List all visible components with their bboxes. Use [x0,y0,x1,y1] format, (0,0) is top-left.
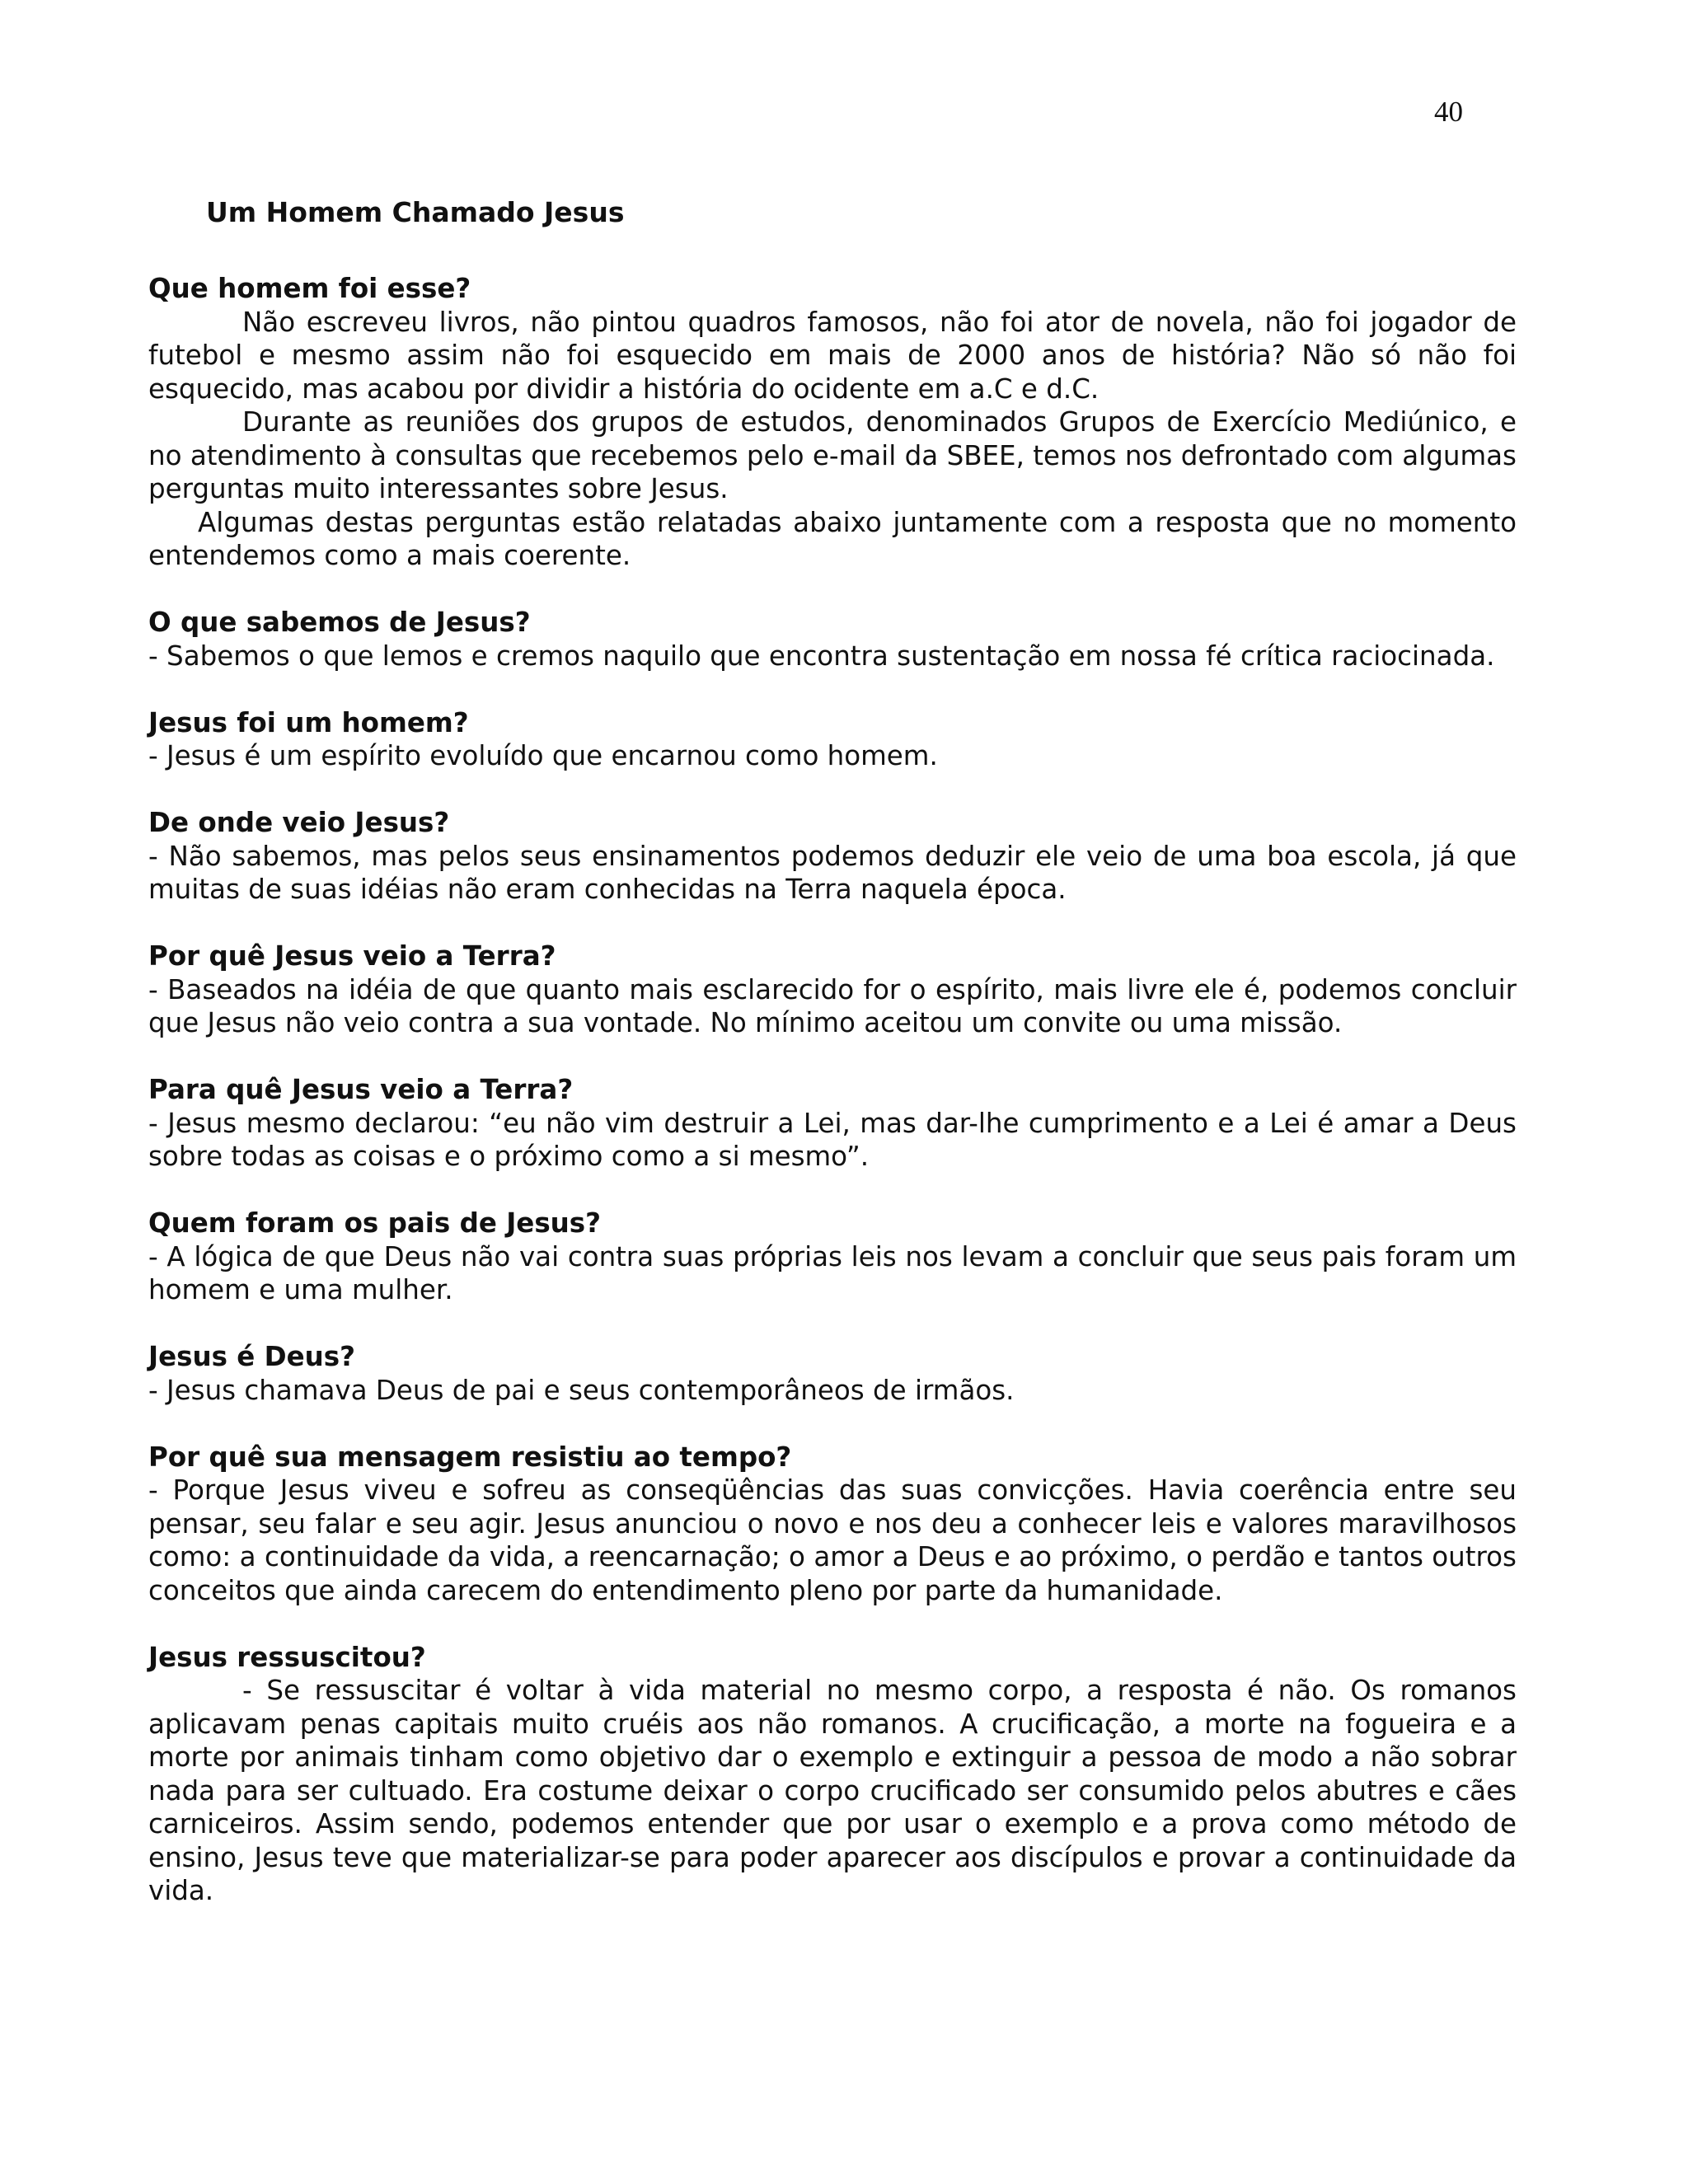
page-number: 40 [1434,96,1463,128]
qa-section [148,1441,1517,1608]
answer-paragraph: - Não sabemos, mas pelos seus ensinamentos podemos deduzir ele veio de uma boa escola, já que muitas de suas idéias não eram conhecidas na Terra naquela época. [148,840,1517,905]
question-heading: Jesus foi um homem? [148,706,469,738]
qa-section [148,1641,1517,1908]
question-heading: De onde veio Jesus? [148,807,450,838]
question-heading: Jesus ressuscitou? [148,1641,426,1673]
document-body [148,272,1517,1941]
question-heading: O que sabemos de Jesus? [148,607,531,638]
question-heading: Jesus é Deus? [148,1341,355,1372]
answer-paragraph: - Sabemos o que lemos e cremos naquilo que encontra sustentação em nossa fé crítica raciocinada. [148,640,1495,672]
answer-paragraph: Algumas destas perguntas estão relatadas abaixo juntamente com a resposta que no momento entendemos como a mais coerente. [148,506,1517,571]
answer-paragraph: Durante as reuniões dos grupos de estudos, denominados Grupos de Exercício Mediúnico, e no atendimento à consultas que recebemos pelo e-mail da SBEE, temos nos defrontado com algumas perguntas muito interessantes sobre Jesus. [148,406,1517,504]
question-heading: Por quê sua mensagem resistiu ao tempo? [148,1441,792,1473]
answer-paragraph: - Baseados na idéia de que quanto mais esclarecido for o espírito, mais livre ele é, podemos concluir que Jesus não veio contra a sua vontade. No mínimo aceitou um convite ou uma missão. [148,973,1517,1038]
answer-paragraph: - A lógica de que Deus não vai contra suas próprias leis nos levam a concluir que seus pais foram um homem e uma mulher. [148,1240,1517,1305]
qa-section [148,806,1517,907]
qa-section [148,606,1517,673]
answer-paragraph: - Se ressuscitar é voltar à vida material no mesmo corpo, a resposta é não. Os romanos aplicavam penas capitais muito cruéis aos não romanos. A crucificação, a morte na fogueira e a morte por animais tinham como objetivo dar o exemplo e extinguir a pessoa de modo a não sobrar nada para ser cultuado. Era costume deixar o corpo crucificado ser consumido pelos abutres e cães carniceiros. Assim sendo, podemos entender que por usar o exemplo e a prova como método de ensino, Jesus teve que materializar-se para poder aparecer aos discípulos e provar a continuidade da vida. [148,1675,1517,1906]
question-heading: Quem foram os pais de Jesus? [148,1207,602,1239]
qa-section [148,1073,1517,1174]
answer-paragraph: - Porque Jesus viveu e sofreu as conseqüências das suas convicções. Havia coerência entre seu pensar, seu falar e seu agir. Jesus anunciou o novo e nos deu a conhecer leis e valores maravilhosos como: a continuidade da vida, a reencarnação; o amor a Deus e ao próximo, o perdão e tantos outros conceitos que ainda carecem do entendimento pleno por parte da humanidade. [148,1474,1517,1606]
answer-paragraph: - Jesus chamava Deus de pai e seus contemporâneos de irmãos. [148,1374,1015,1406]
qa-section [148,272,1517,573]
page-title: Um Homem Chamado Jesus [206,196,625,228]
question-heading: Por quê Jesus veio a Terra? [148,940,556,972]
question-heading: Que homem foi esse? [148,273,471,304]
question-heading: Para quê Jesus veio a Terra? [148,1074,574,1105]
answer-paragraph: - Jesus é um espírito evoluído que encarnou como homem. [148,740,938,771]
qa-section [148,706,1517,773]
qa-section [148,940,1517,1040]
qa-section [148,1340,1517,1407]
answer-paragraph: - Jesus mesmo declarou: “eu não vim destruir a Lei, mas dar-lhe cumprimento e a Lei é amar a Deus sobre todas as coisas e o próximo como a si mesmo”. [148,1107,1517,1172]
qa-section [148,1207,1517,1307]
answer-paragraph: Não escreveu livros, não pintou quadros famosos, não foi ator de novela, não foi jogador de futebol e mesmo assim não foi esquecido em mais de 2000 anos de história? Não só não foi esquecido, mas acabou por dividir a história do ocidente em a.C e d.C. [148,306,1517,405]
